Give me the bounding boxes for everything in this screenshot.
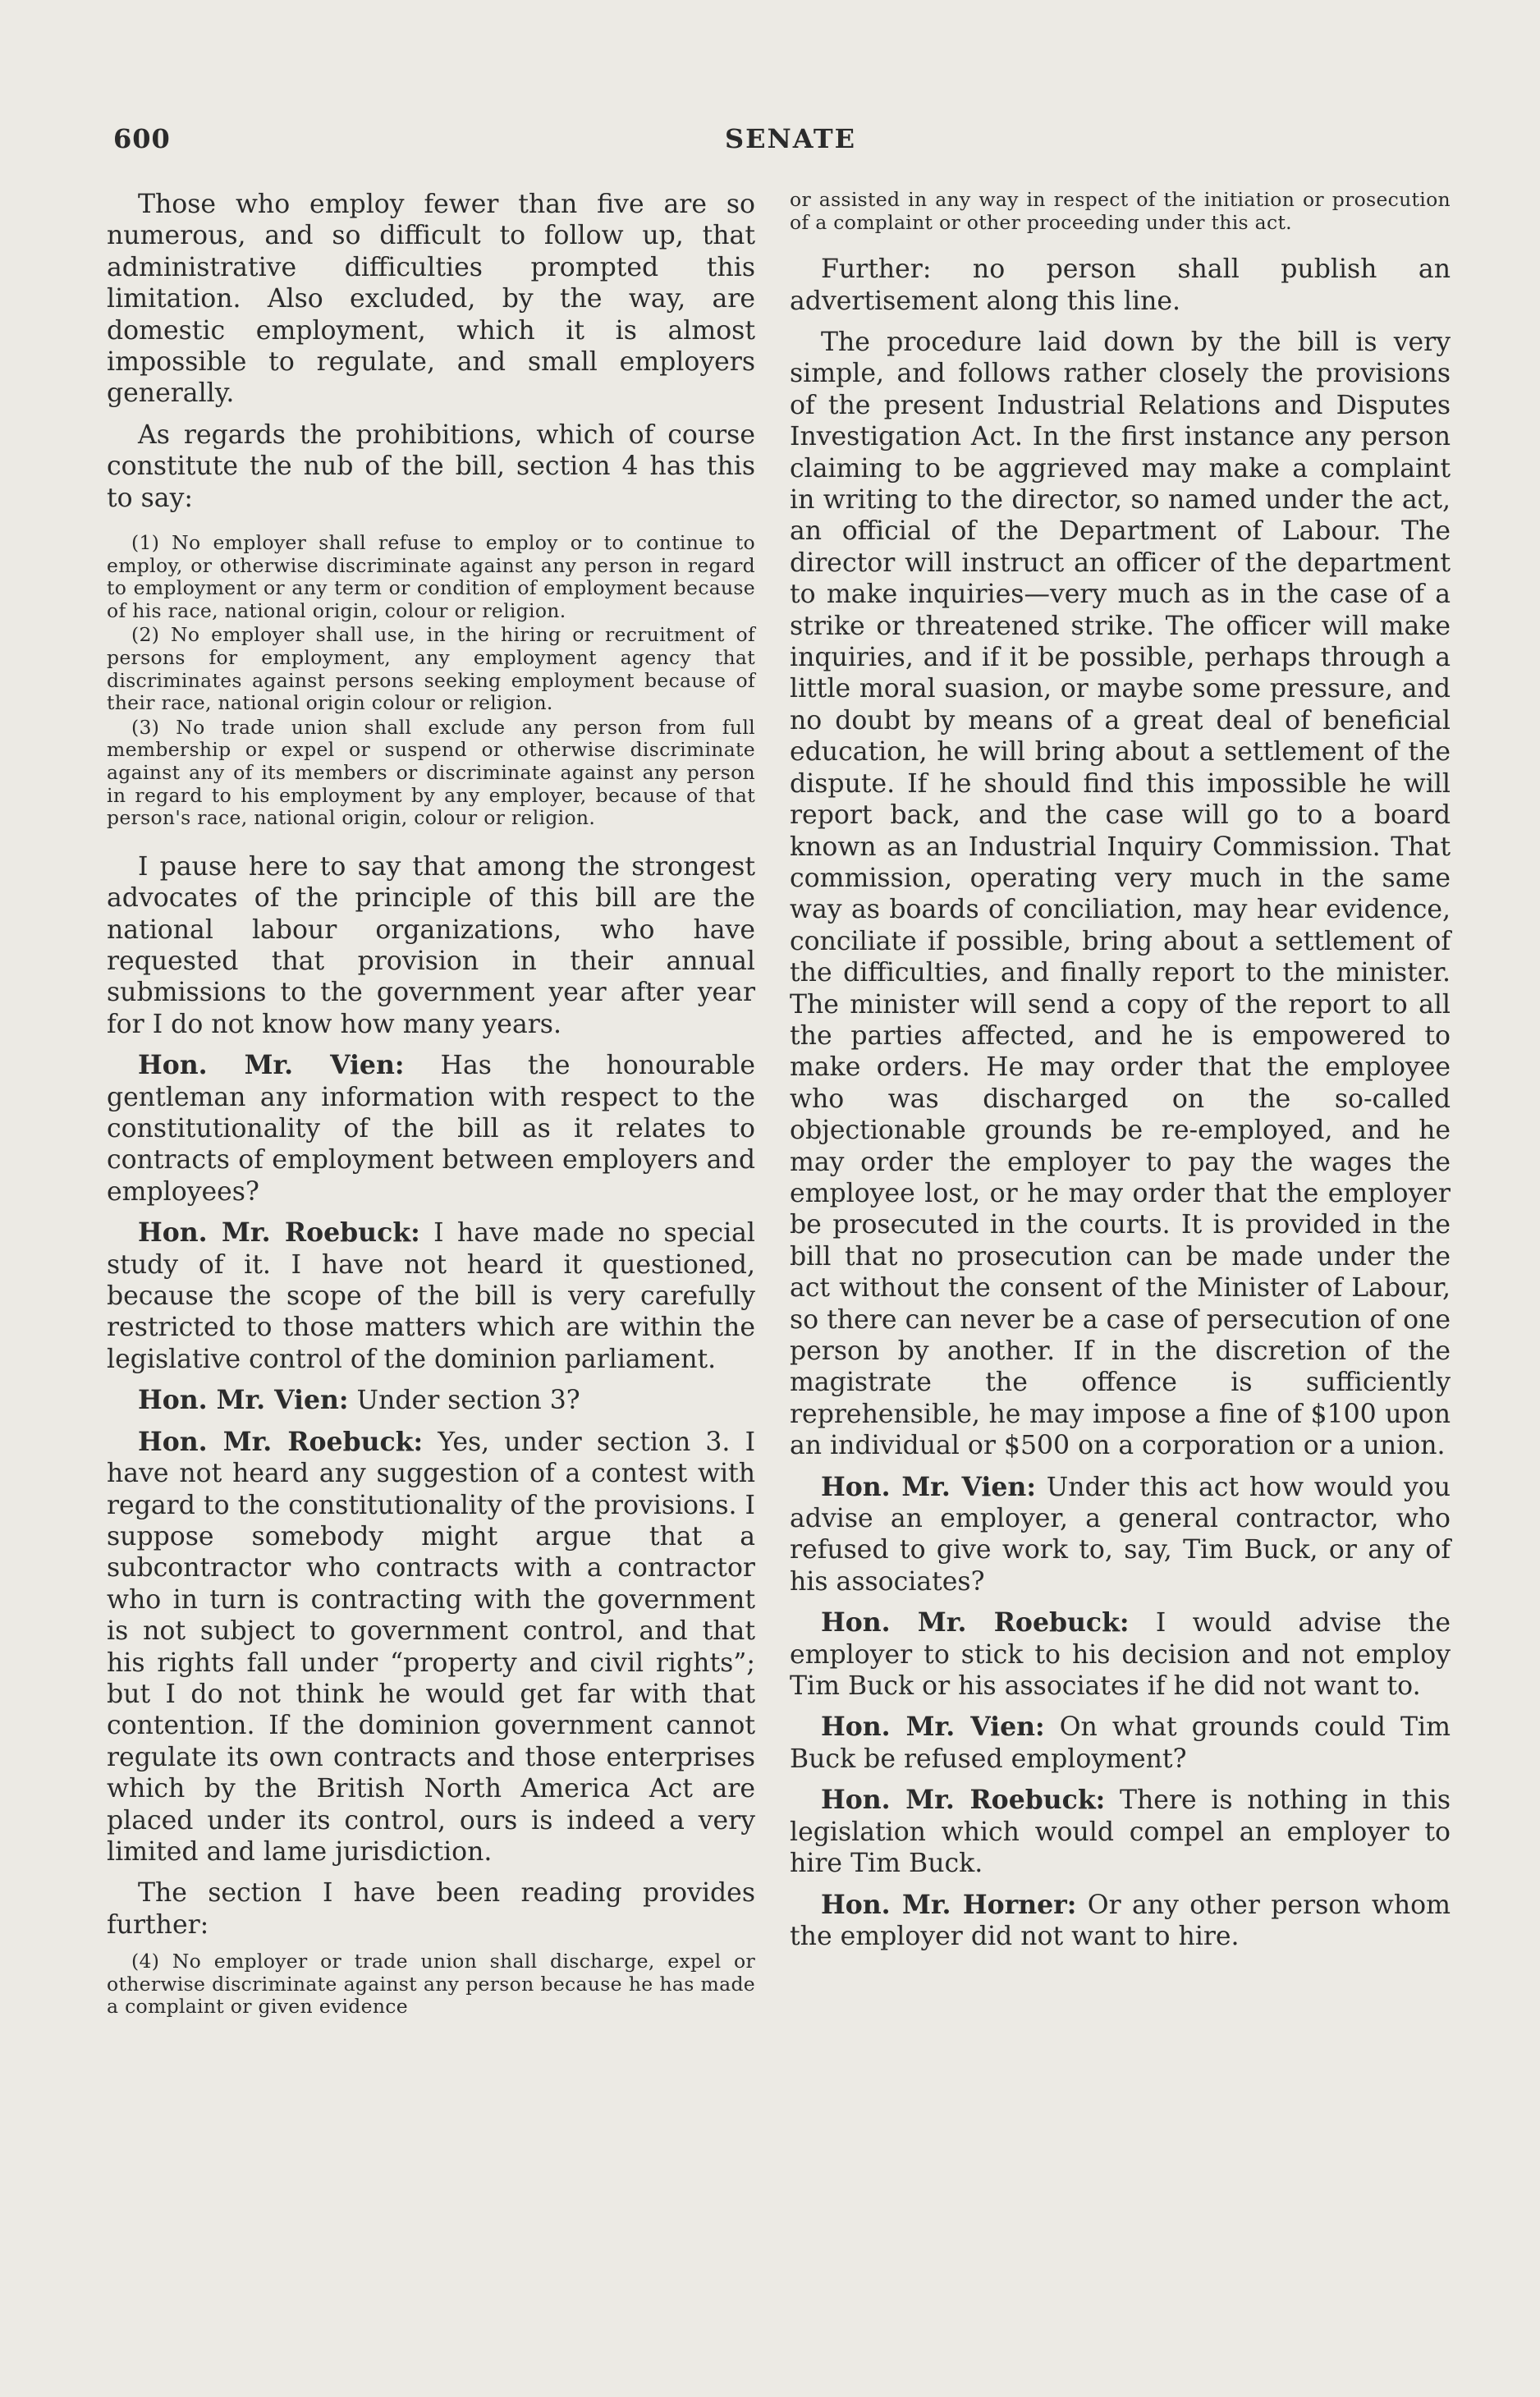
speech-text: Under this act how would you advise an employer, a general contractor, who refused to give work to, say, Tim Buck, or any of his associates? — [790, 1472, 1451, 1597]
speaker-name: Hon. Mr. Roebuck: — [138, 1217, 420, 1249]
paragraph: Those who employ fewer than five are so numerous, and so difficult to follow up, that administrative difficulties prompted this limitation. Also excluded, by the way, are domestic employment, which it is almost impossible to regulate, and small employers generally. — [107, 190, 755, 409]
page-title: SENATE — [724, 123, 857, 154]
speaker-name: Hon. Mr. Vien: — [821, 1471, 1036, 1502]
speech — [790, 1607, 1451, 1702]
right-column — [790, 189, 1451, 1962]
paragraph: As regards the prohibitions, which of course constitute the nub of the bill, section 4 has this to say: — [107, 419, 755, 513]
quoted-clause-1: (1) No employer shall refuse to employ or to continue to employ, or otherwise discriminate against any person in regard to employment or any term or condition of employment because of his race, national origin, colour or religion. — [107, 531, 755, 622]
speech — [790, 1890, 1451, 1953]
speech — [107, 1385, 755, 1416]
quoted-clause-2: (2) No employer shall use, in the hiring or recruitment of persons for employment, any employment agency that discriminates against persons seeking employment because of their race, national origin colour or religion. — [107, 623, 755, 715]
paragraph: The procedure laid down by the bill is very simple, and follows rather closely the provisions of the present Industrial Relations and Disputes Investigation Act. In the first instance any person claiming to be aggrieved may make a complaint in writing to the director, so named under the act, an official of the Department of Labour. The director will instruct an officer of the department to make inquiries—very much as in the case of a strike or threatened strike. The officer will make inquiries, and if it be possible, perhaps through a little moral suasion, or maybe some pressure, and no doubt by means of a great deal of beneficial education, he will bring about a settlement of the dispute. If he should find this impossible he will report back, and the case will go to a board known as an Industrial Inquiry Commission. That commission, operating very much in the same way as boards of conciliation, may hear evidence, conciliate if possible, bring about a settlement of the difficulties, and finally report to the minister. The minister will send a copy of the report to all the parties affected, and he is empowered to make orders. He may order that the employee who was discharged on the so-called objectionable grounds be re-employed, and he may order the employer to pay the wages the employee lost, or he may order that the employer be prosecuted in the courts. It is provided in the bill that no prosecution can be made under the act without the consent of the Minister of Labour, so there can never be a case of persecution of one person by another. If in the discretion of the magistrate the offence is sufficiently reprehensible, he may impose a fine of $100 upon an individual or $500 on a corporation or a union. — [790, 328, 1451, 1461]
paragraph: I pause here to say that among the strongest advocates of the principle of this bill are the national labour organizations, who have requested that provision in their annual submissions to the government year after year for I do not know how many years. — [107, 851, 755, 1039]
speech-text: There is nothing in this legislation which would compel an employer to hire Tim Buck. — [790, 1785, 1451, 1879]
paragraph: Further: no person shall publish an advertisement along this line. — [790, 254, 1451, 316]
speaker-name: Hon. Mr. Vien: — [821, 1712, 1045, 1743]
speech-text: Has the honourable gentleman any information with respect to the constitutionality of the bill as it relates to contracts of employment between employers and employees? — [107, 1051, 755, 1207]
speech-text: I have made no special study of it. I have not heard it questioned, because the scope of the bill is very carefully restricted to those matters which are within the legislative control of the dominion parliament. — [107, 1218, 756, 1374]
speaker-name: Hon. Mr. Vien: — [138, 1385, 349, 1416]
quoted-clause-4-continued: or assisted in any way in respect of the initiation or prosecution of a complaint or other proceeding under this act. — [790, 188, 1451, 234]
running-head — [113, 123, 1468, 164]
quoted-clause-3: (3) No trade union shall exclude any person from full membership or expel or suspend or otherwise discriminate against any of its members or discriminate against any person in regard to his employment by any employer, because of that person's race, national origin, colour or religion. — [107, 715, 755, 830]
page-number: 600 — [113, 123, 171, 154]
speech — [790, 1785, 1451, 1879]
speech-text: I would advise the employer to stick to his decision and not employ Tim Buck or his associates if he did not want to. — [790, 1608, 1451, 1702]
left-column — [107, 189, 755, 2020]
speaker-name: Hon. Mr. Roebuck: — [821, 1785, 1106, 1816]
speaker-name: Hon. Mr. Horner: — [821, 1889, 1077, 1920]
speech-text: Under section 3? — [348, 1386, 580, 1416]
speech — [790, 1472, 1451, 1598]
speech — [107, 1217, 755, 1375]
speaker-name: Hon. Mr. Roebuck: — [821, 1607, 1130, 1638]
speech — [107, 1427, 755, 1868]
speech-text: Yes, under section 3. I have not heard any suggestion of a contest with regard to the constitutionality of the provisions. I suppose somebody might argue that a subcontractor who contracts with a contractor who in turn is contracting with the government is not subject to government control, and that his rights fall under “property and civil rights”; but I do not think he would get far with that contention. If the dominion government cannot regulate its own contracts and those enterprises which by the British North America Act are placed under its control, ours is indeed a very limited and lame jurisdiction. — [107, 1427, 756, 1867]
speech-text: Or any other person whom the employer did not want to hire. — [790, 1890, 1451, 1951]
speech-text: On what grounds could Tim Buck be refused employment? — [790, 1712, 1451, 1774]
quoted-section-4 — [107, 532, 755, 830]
speech — [790, 1712, 1451, 1775]
speaker-name: Hon. Mr. Vien: — [138, 1050, 405, 1081]
speaker-name: Hon. Mr. Roebuck: — [138, 1426, 424, 1457]
speech — [107, 1050, 755, 1208]
quoted-clause-4: (4) No employer or trade union shall discharge, expel or otherwise discriminate against any person because he has made a complaint or given evidence — [107, 1950, 755, 2019]
paragraph: The section I have been reading provides further: — [107, 1878, 755, 1940]
